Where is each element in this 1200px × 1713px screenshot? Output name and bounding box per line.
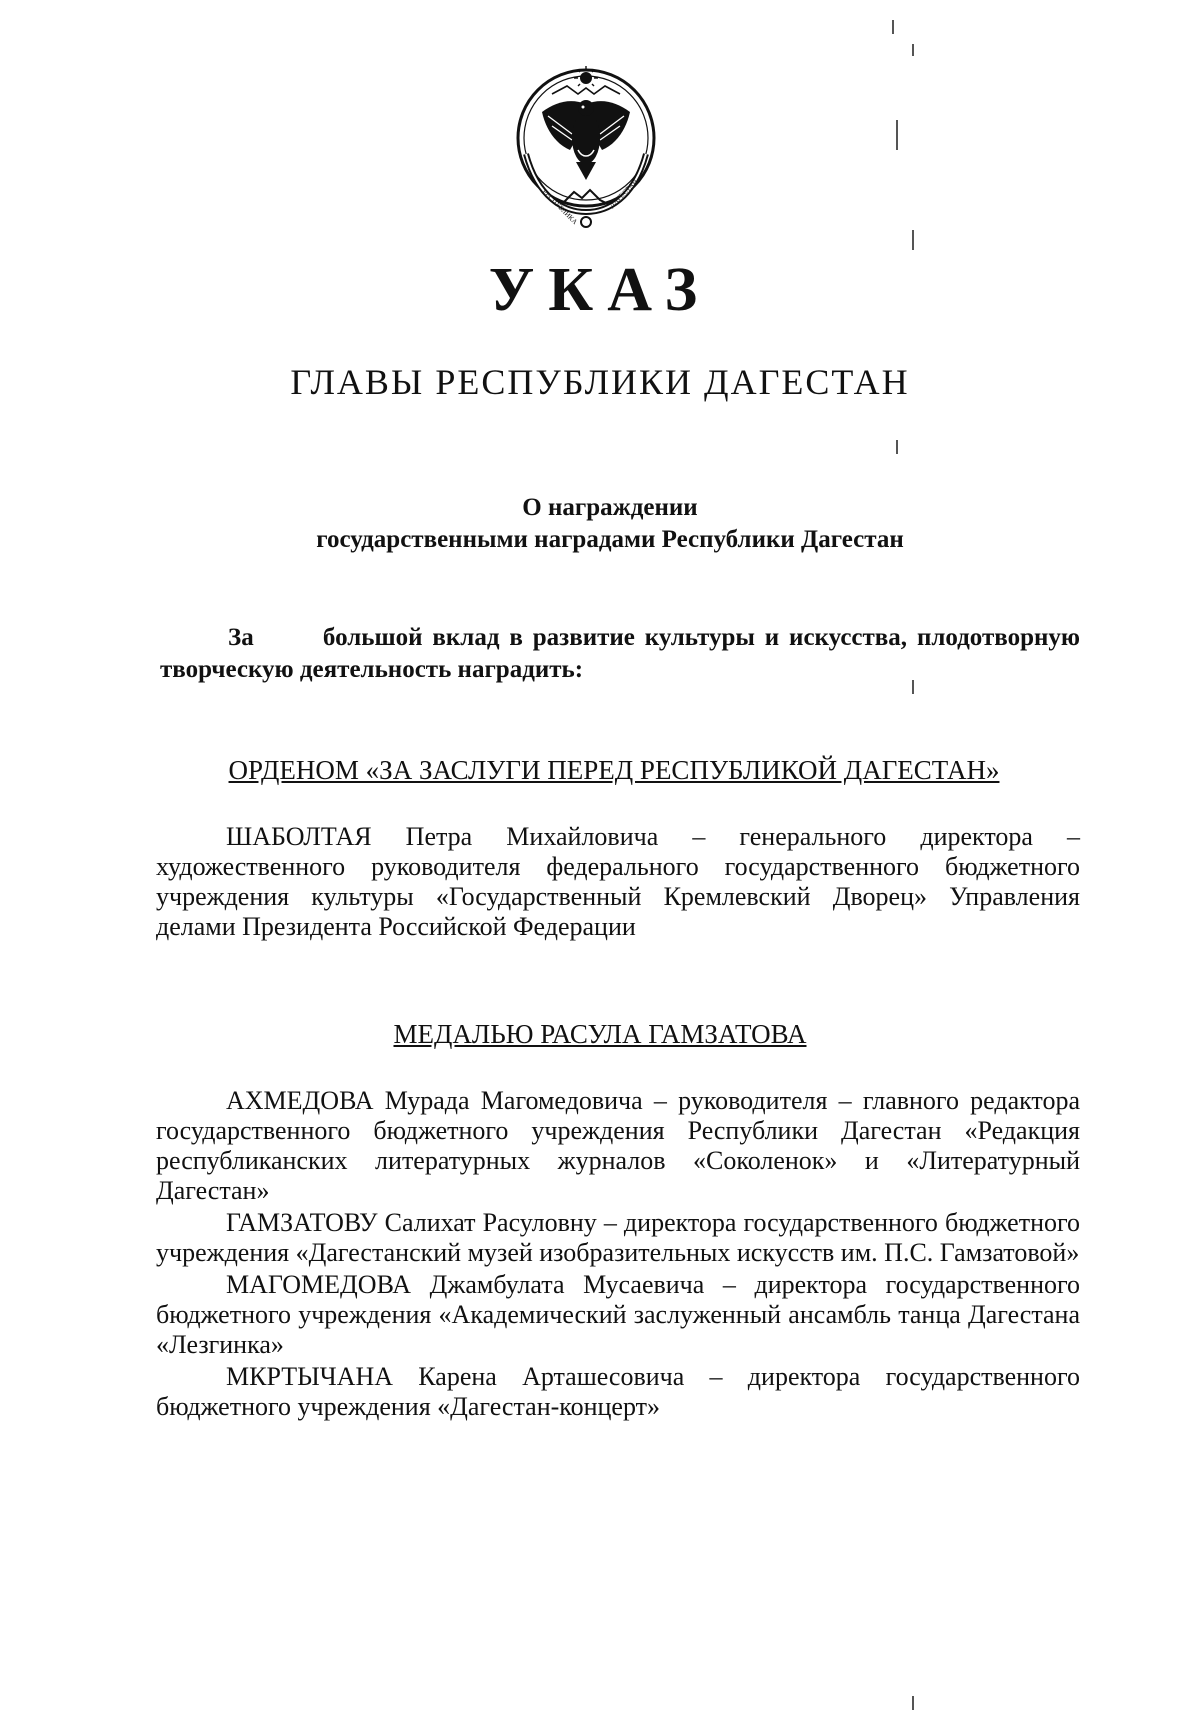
scan-artifact [896, 120, 898, 150]
scan-artifact [912, 680, 914, 694]
document-subject [250, 492, 970, 556]
preamble-text: большой вклад в развитие культуры и искусства, плодотворную творческую деятельность наградить: [160, 624, 1080, 683]
award-entry: МАГОМЕДОВА Джамбулата Мусаевича – директора государственного бюджетного учреждения «Академический заслуженный ансамбль танца Дагестана «Лезгинка» [156, 1270, 1080, 1359]
award-section-order [156, 822, 1080, 942]
preamble [160, 622, 1080, 686]
dagestan-coat-of-arms-icon [512, 58, 660, 230]
subject-line-2: государственными наградами Республики Дагестан [316, 526, 904, 553]
award-heading-order: ОРДЕНОМ «ЗА ЗАСЛУГИ ПЕРЕД РЕСПУБЛИКОЙ ДАГЕСТАН» [228, 755, 1000, 785]
award-section-medal [156, 1086, 1080, 1422]
subject-line-1: О награждении [522, 494, 698, 521]
scan-artifact [892, 20, 894, 34]
document-subtitle: ГЛАВЫ РЕСПУБЛИКИ ДАГЕСТАН [290, 362, 910, 402]
award-entry: ШАБОЛТАЯ Петра Михайловича – генерального директора – художественного руководителя федерального государственного бюджетного учреждения культуры «Государственный Кремлевский Дворец» Управления делами Президента Российской Федерации [156, 822, 1080, 941]
preamble-lead: За [228, 624, 254, 651]
award-entry: АХМЕДОВА Мурада Магомедовича – руководителя – главного редактора государственного бюджетного учреждения Республики Дагестан «Редакция республиканских литературных журналов «Соколенок» и «Литературный Дагестан» [156, 1086, 1080, 1205]
scan-artifact [912, 44, 914, 56]
ribbon-text-right: ДАГЕСТАН [607, 177, 640, 210]
document-title: УКАЗ [488, 256, 712, 324]
award-entry: ГАМЗАТОВУ Салихат Расуловну – директора государственного бюджетного учреждения «Дагестанский музей изобразительных искусств им. П.С. Гамзатовой» [156, 1208, 1080, 1267]
award-entry: МКРТЫЧАНА Карена Арташесовича – директора государственного бюджетного учреждения «Дагестан-концерт» [156, 1362, 1080, 1421]
award-heading-medal: МЕДАЛЬЮ РАСУЛА ГАМЗАТОВА [393, 1019, 807, 1049]
scan-artifact [912, 1696, 914, 1710]
scan-artifact [896, 440, 898, 454]
scan-artifact [912, 230, 914, 250]
ribbon-text-left: РЕСПУБЛИКА [540, 187, 579, 227]
